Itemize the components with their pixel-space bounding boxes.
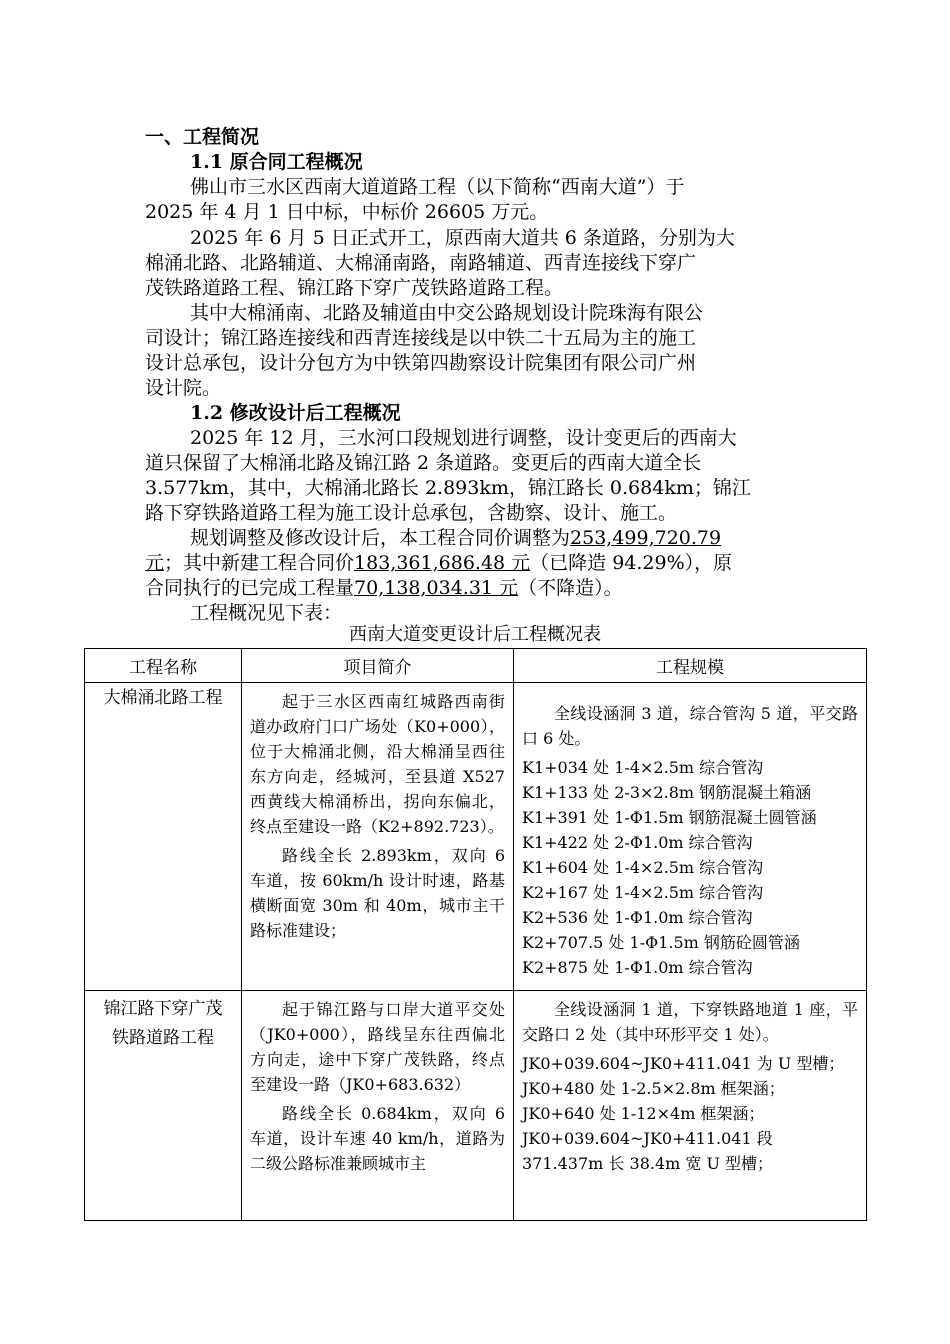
- list-item: K2+707.5 处 1-Φ1.5m 钢筋砼圆管涵: [522, 933, 800, 952]
- paragraph-4-line-1: 2025 年 12 月，三水河口段规划进行调整，设计变更后的西南大: [190, 427, 737, 449]
- row-2-intro-p1: 起于锦江路与口岸大道平交处（JK0+000），路线呈东往西偏北方向走，途中下穿广茂铁路，终点至建设一路（JK0+683.632）: [250, 1000, 505, 1094]
- table-row: [85, 991, 867, 1221]
- paragraph-6: 工程概况见下表：: [190, 602, 343, 624]
- row-2-intro: [242, 991, 514, 1221]
- paragraph-5-text: （不降造）。: [518, 577, 623, 599]
- header-project-scale: 工程规模: [514, 649, 867, 683]
- list-item: JK0+039.604~JK0+411.041 为 U 型槽；: [522, 1054, 845, 1073]
- list-item: K2+536 处 1-Φ1.0m 综合管沟: [522, 908, 753, 927]
- paragraph-5-text: ；其中新建工程合同价: [164, 552, 355, 574]
- list-item: K1+034 处 1-4×2.5m 综合管沟: [522, 758, 764, 777]
- paragraph-5-text: 规划调整及修改设计后，本工程合同价调整为: [190, 527, 571, 549]
- list-item: K1+422 处 2-Φ1.0m 综合管沟: [522, 833, 753, 852]
- list-item: K1+391 处 1-Φ1.5m 钢筋混凝土圆管涵: [522, 808, 817, 827]
- section-1-1-title: 1.1 原合同工程概况: [190, 151, 363, 173]
- section-1-2-title: 1.2 修改设计后工程概况: [190, 402, 401, 424]
- row-2-name-line-2: 铁路道路工程: [112, 1028, 214, 1048]
- paragraph-5-text: 合同执行的已完成工程量: [145, 577, 355, 599]
- paragraph-4-line-2: 道只保留了大棉涌北路及锦江路 2 条道路。变更后的西南大道全长: [145, 452, 702, 474]
- project-overview-table: [84, 648, 867, 1221]
- section-1-title: 一、工程简况: [145, 126, 260, 148]
- table-header-row: [85, 649, 867, 683]
- list-item: K1+604 处 1-4×2.5m 综合管沟: [522, 858, 764, 877]
- paragraph-5-line-3: [145, 576, 623, 600]
- row-2-scale: [514, 991, 867, 1221]
- paragraph-1-line-1: 佛山市三水区西南大道道路工程（以下简称“西南大道”）于: [190, 176, 685, 198]
- paragraph-3-line-3: 设计总承包，设计分包方为中铁第四勘察设计院集团有限公司广州: [145, 352, 697, 374]
- list-item: JK0+039.604~JK0+411.041 段 371.437m 长 38.4m 宽 U 型槽；: [522, 1129, 774, 1173]
- paragraph-3-line-4: 设计院。: [145, 377, 222, 399]
- row-1-scale: [514, 683, 867, 991]
- row-1-name: 大棉涌北路工程: [85, 683, 242, 991]
- paragraph-2-line-1: 2025 年 6 月 5 日正式开工，原西南大道共 6 条道路，分别为大: [190, 227, 735, 249]
- list-item: JK0+480 处 1-2.5×2.8m 框架涵；: [522, 1079, 785, 1098]
- paragraph-3-line-1: 其中大棉涌南、北路及辅道由中交公路规划设计院珠海有限公: [190, 302, 704, 324]
- row-2-name: [85, 991, 242, 1221]
- row-2-scale-list: [514, 1051, 866, 1180]
- paragraph-5-line-1: [190, 526, 721, 550]
- paragraph-2-line-3: 茂铁路道路工程、锦江路下穿广茂铁路道路工程。: [145, 277, 564, 299]
- list-item: K2+167 处 1-4×2.5m 综合管沟: [522, 883, 764, 902]
- paragraph-3-line-2: 司设计；锦江路连接线和西青连接线是以中铁二十五局为主的施工: [145, 327, 697, 349]
- paragraph-5-line-2: [145, 551, 732, 575]
- list-item: K2+875 处 1-Φ1.0m 综合管沟: [522, 958, 753, 977]
- paragraph-5-text: （已降造 94.29%），原: [530, 552, 733, 574]
- row-2-name-line-1: 锦江路下穿广茂: [103, 999, 223, 1019]
- paragraph-1-line-2: 2025 年 4 月 1 日中标，中标价 26605 万元。: [145, 201, 549, 223]
- paragraph-2-line-2: 棉涌北路、北路辅道、大棉涌南路，南路辅道、西青连接线下穿广: [145, 252, 697, 274]
- list-item: JK0+640 处 1-12×4m 框架涵；: [522, 1104, 765, 1123]
- row-1-intro: [242, 683, 514, 991]
- contract-total-unit: 元: [145, 552, 165, 574]
- row-1-scale-list: [514, 755, 866, 984]
- completed-amount: 70,138,034.31 元: [354, 577, 519, 599]
- row-2-scale-intro: 全线设涵洞 1 道，下穿铁路地道 1 座，平交路口 2 处（其中环形平交 1 处）。: [522, 1000, 858, 1044]
- row-2-intro-p2: 路线全长 0.684km，双向 6 车道，设计车速 40 km/h，道路为二级公路标准兼顾城市主: [250, 1104, 505, 1173]
- list-item: K1+133 处 2-3×2.8m 钢筋混凝土箱涵: [522, 783, 812, 802]
- table-row: [85, 683, 867, 991]
- header-project-intro: 项目简介: [242, 649, 514, 683]
- paragraph-4-line-3: 3.577km，其中，大棉涌北路长 2.893km，锦江路长 0.684km；锦江: [145, 477, 751, 499]
- row-1-intro-p1: 起于三水区西南红城路西南街道办政府门口广场处（K0+000），位于大棉涌北侧，沿大棉涌呈西往东方向走，经城河，至县道 X527 西黄线大棉涌桥出，拐向东偏北，终点至建设一路（K2+892.723）。: [250, 692, 505, 836]
- row-1-scale-intro: 全线设涵洞 3 道，综合管沟 5 道，平交路口 6 处。: [522, 704, 858, 748]
- contract-total-amount: 253,499,720.79: [570, 527, 722, 549]
- table-caption: 西南大道变更设计后工程概况表: [349, 624, 601, 645]
- header-project-name: 工程名称: [85, 649, 242, 683]
- new-contract-amount: 183,361,686.48 元: [354, 552, 531, 574]
- row-1-intro-p2: 路线全长 2.893km，双向 6 车道，按 60km/h 设计时速，路基横断面宽 30m 和 40m，城市主干路标准建设；: [250, 846, 505, 940]
- paragraph-4-line-4: 路下穿铁路道路工程为施工设计总承包，含勘察、设计、施工。: [145, 502, 678, 524]
